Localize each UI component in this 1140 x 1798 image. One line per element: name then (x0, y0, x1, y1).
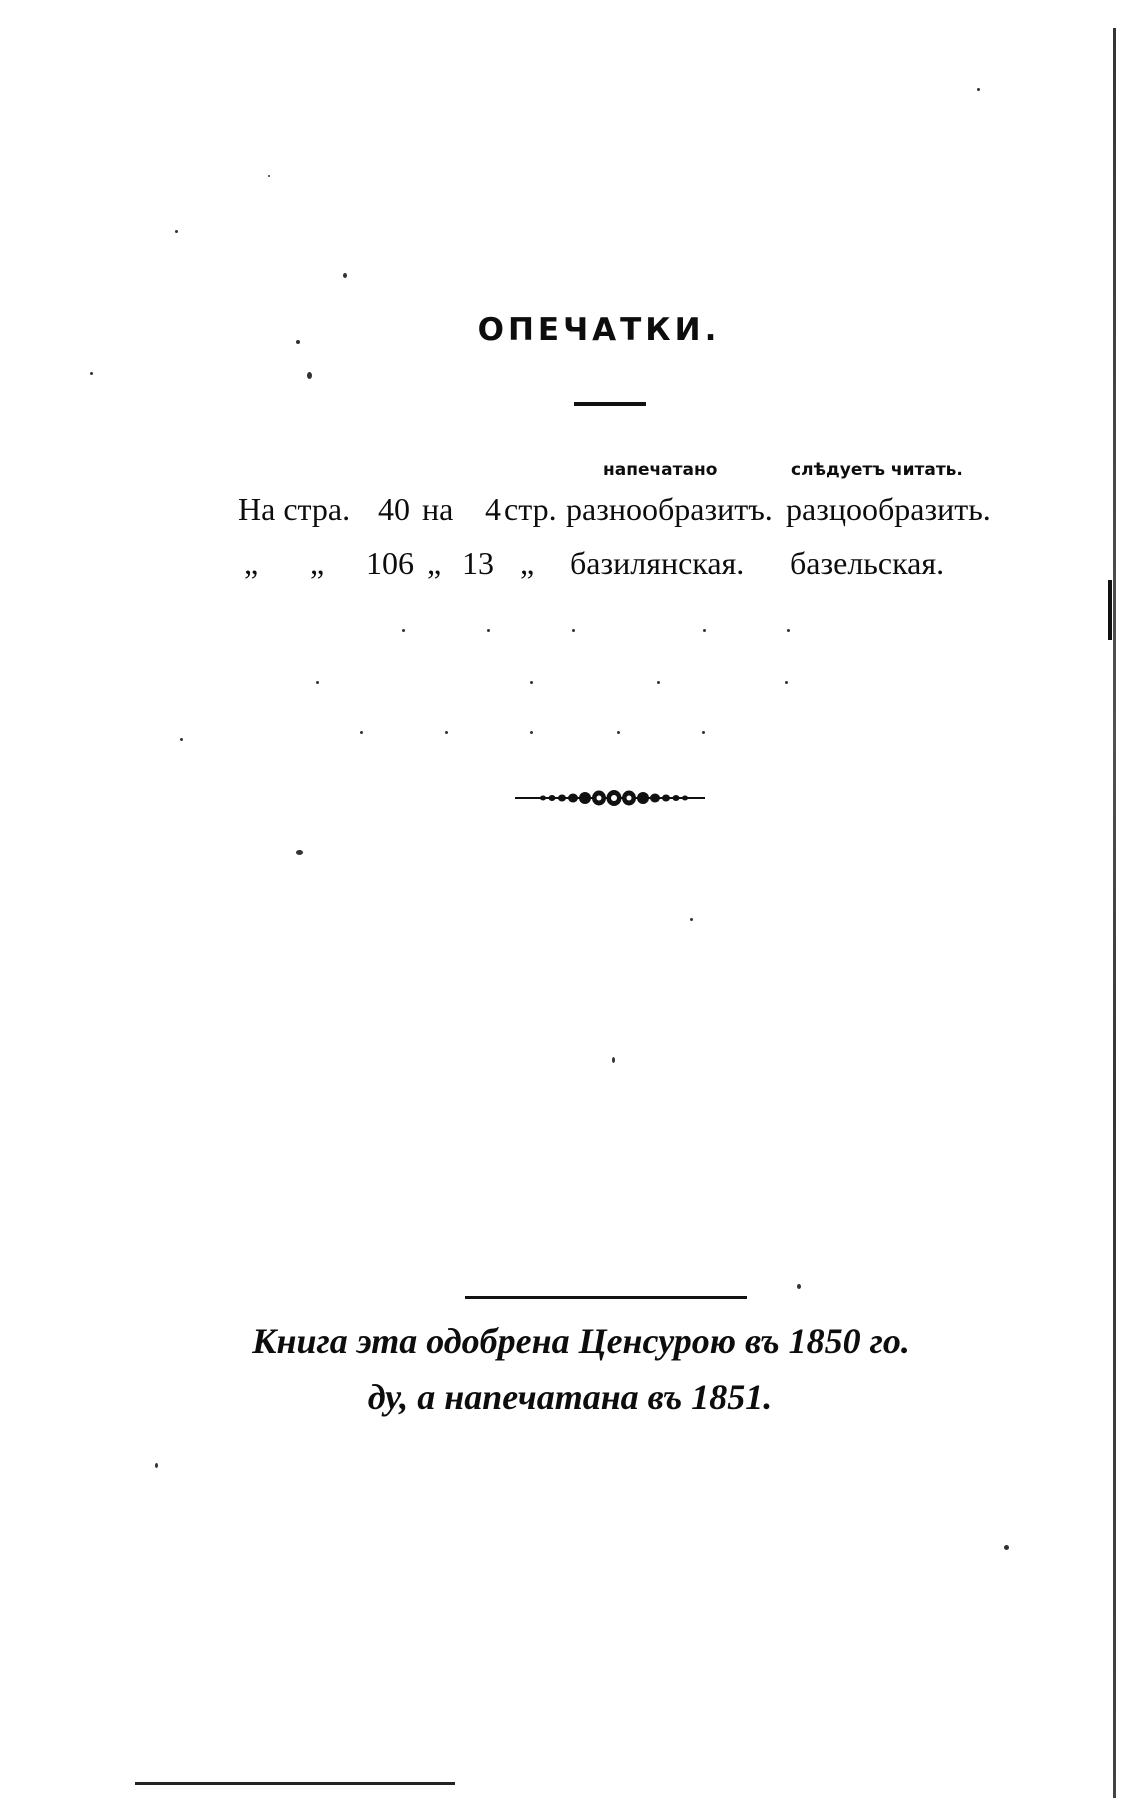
ditto-mark: „ (310, 545, 325, 581)
correct-word: разцообразить. (786, 491, 991, 527)
scan-speck (530, 731, 533, 734)
scan-speck (797, 1284, 801, 1289)
page-label: На стра. (238, 491, 351, 527)
imprint-line-1: Книга эта одобрена Ценсурою въ 1850 го. (252, 1321, 910, 1361)
column-header-printed: напечатано (603, 460, 718, 480)
scan-speck (316, 681, 319, 684)
printed-word: разнообразитъ. (566, 491, 773, 527)
scan-speck (617, 731, 620, 734)
bottom-rule (135, 1782, 455, 1785)
line-label: стр. (504, 491, 557, 527)
scan-speck (402, 629, 405, 632)
scan-speck (530, 681, 533, 684)
scan-speck (296, 340, 300, 344)
scan-speck (343, 273, 347, 278)
scan-speck (175, 230, 178, 233)
page-number: 106 (366, 545, 414, 581)
printed-word: базилянская. (570, 545, 745, 581)
page-number: 40 (378, 491, 410, 527)
scan-speck (155, 1463, 158, 1468)
scan-speck (487, 629, 490, 632)
scan-speck (360, 731, 363, 734)
ditto-mark: „ (244, 545, 259, 581)
scan-speck (702, 731, 705, 734)
scan-speck (787, 629, 790, 632)
scan-speck (785, 681, 788, 684)
imprint-rule (465, 1296, 747, 1299)
scan-speck (307, 372, 312, 379)
scan-speck (1004, 1545, 1009, 1550)
imprint-line-2: ду, а напечатана въ 1851. (367, 1377, 773, 1417)
correct-word: базельская. (790, 545, 945, 581)
heading-rule (574, 402, 646, 406)
scan-speck (296, 850, 303, 855)
ditto-mark: „ (427, 545, 442, 581)
decorative-ornament (515, 783, 705, 813)
scan-speck (612, 1057, 615, 1063)
scan-speck (657, 681, 660, 684)
scan-speck (445, 731, 448, 734)
scan-speck (572, 629, 575, 632)
errata-heading: ОПЕЧАТКИ. (477, 312, 721, 348)
column-header-should-read: слѣдуетъ читать. (791, 460, 963, 480)
on-label: на (422, 491, 454, 527)
scan-speck (268, 175, 270, 177)
scan-speck (977, 88, 980, 91)
line-number: 4 (485, 491, 501, 527)
page-edge-shadow (1113, 28, 1116, 1798)
scan-speck (690, 918, 693, 921)
line-number: 13 (462, 545, 494, 581)
scan-speck (90, 372, 93, 375)
scan-speck (703, 629, 706, 632)
scan-speck (180, 738, 183, 741)
ditto-mark: „ (520, 545, 535, 581)
page-edge-mark (1108, 580, 1112, 640)
